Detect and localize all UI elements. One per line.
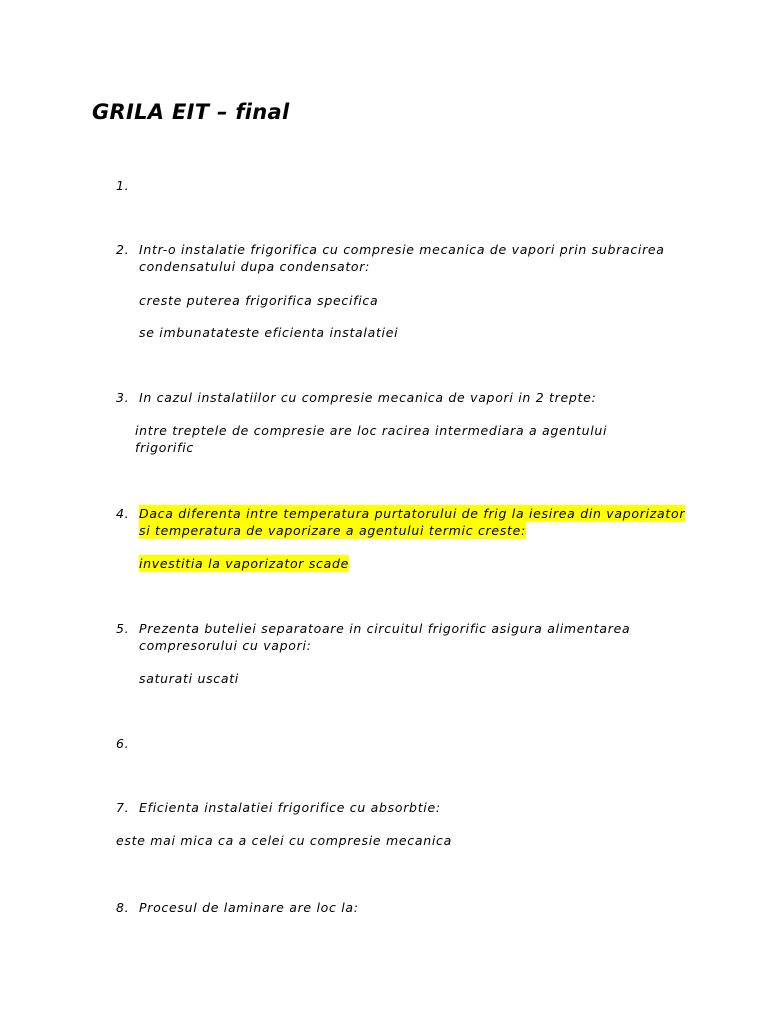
answer-text: se imbunatateste eficienta instalatiei (139, 325, 399, 340)
answer-text: frigorific (135, 440, 194, 455)
highlighted-answer-text: investitia la vaporizator scade (139, 556, 349, 571)
question-number: 5. (116, 621, 130, 636)
highlighted-question-text-line: Daca diferenta intre temperatura purtatorului de frig la iesirea din vaporizator (139, 506, 686, 521)
question-text-line: Intr-o instalatie frigorifica cu compresie mecanica de vapori prin subracirea (139, 242, 665, 257)
question-number: 4. (116, 506, 130, 521)
answer-text: creste puterea frigorifica specifica (139, 293, 379, 308)
question-text-line: condensatului dupa condensator: (139, 259, 371, 274)
question-number: 8. (116, 900, 130, 915)
question-text-line: compresorului cu vapori: (139, 638, 312, 653)
answer-text: intre treptele de compresie are loc racirea intermediara a agentului (135, 423, 608, 438)
question-text-line: Prezenta buteliei separatoare in circuitul frigorific asigura alimentarea (139, 621, 631, 636)
question-text-line: In cazul instalatiilor cu compresie mecanica de vapori in 2 trepte: (139, 390, 597, 405)
highlighted-question-text-line: si temperatura de vaporizare a agentului termic creste: (139, 523, 526, 538)
answer-text: este mai mica ca a celei cu compresie mecanica (116, 833, 452, 848)
answer-text: saturati uscati (139, 671, 239, 686)
question-text-line: Procesul de laminare are loc la: (139, 900, 359, 915)
question-number: 2. (116, 242, 130, 257)
question-number: 1. (116, 178, 130, 193)
question-text-line: Eficienta instalatiei frigorifice cu absorbtie: (139, 800, 441, 815)
document-title: GRILA EIT – final (92, 100, 290, 124)
question-number: 3. (116, 390, 130, 405)
question-number: 7. (116, 800, 130, 815)
question-number: 6. (116, 736, 130, 751)
